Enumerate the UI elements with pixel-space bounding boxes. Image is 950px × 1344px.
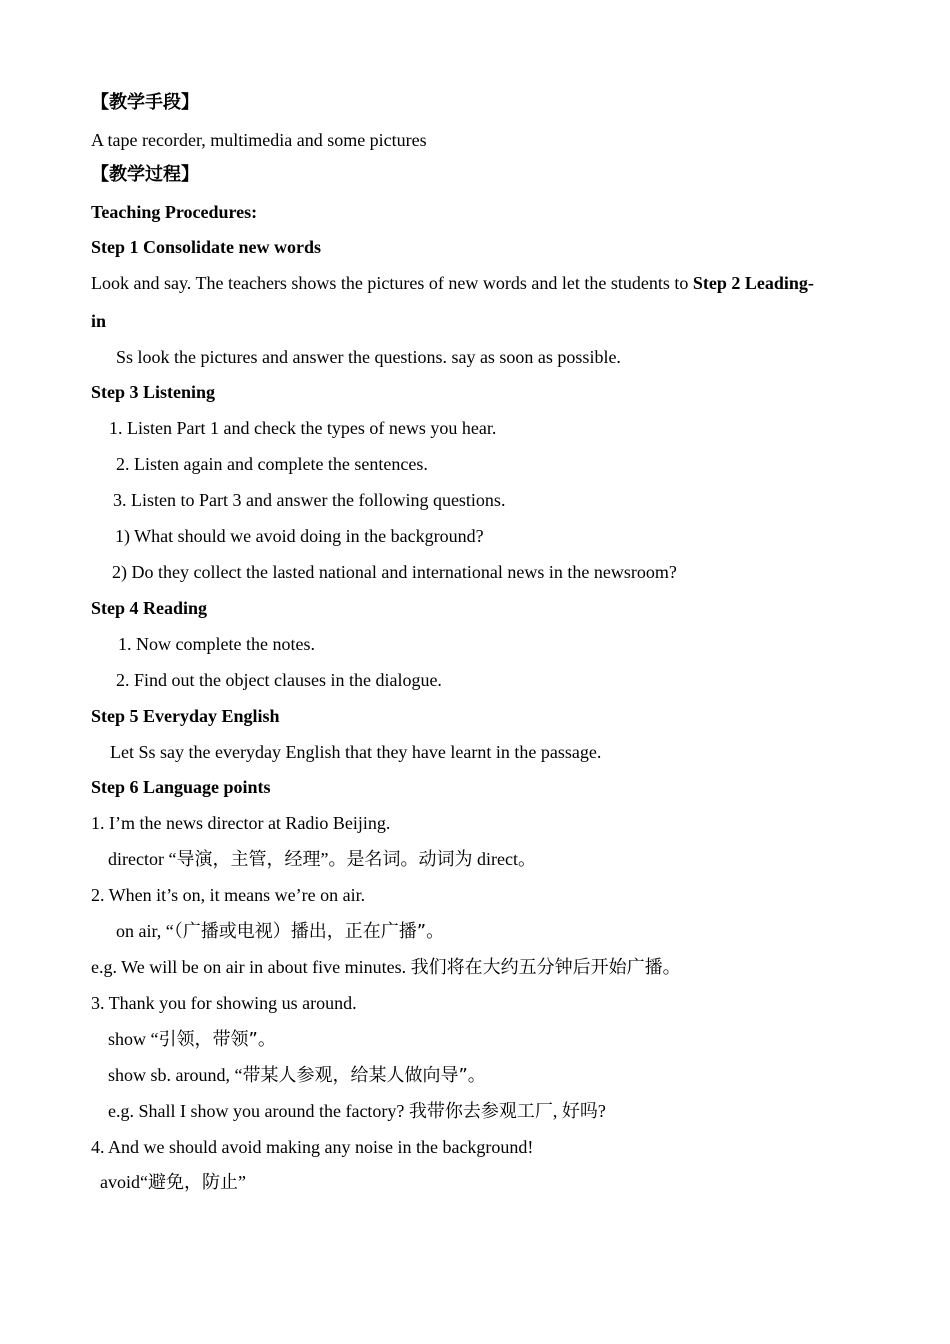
note-zh: 导演，主管，经理 — [176, 849, 321, 870]
example-zh: 好吗 — [561, 1101, 598, 1122]
step3-item: 2) Do they collect the lasted national and international news in the newsroom? — [112, 562, 677, 582]
note-zh: （广播或电视）播出，正在广播 — [173, 921, 417, 942]
language-point-4: 4. And we should avoid making any noise in the background! — [91, 1137, 534, 1157]
step3-item: 1. Listen Part 1 and check the types of news you hear. — [109, 418, 497, 438]
language-point-2: 2. When it’s on, it means we’re on air. — [91, 885, 366, 905]
teaching-means-text: A tape recorder, multimedia and some pictures — [91, 130, 427, 150]
step1-body: Look and say. The teachers shows the pictures of new words and let the students to — [91, 273, 693, 293]
note-punct: ”。 — [416, 921, 445, 942]
language-point-4-note — [100, 1171, 246, 1194]
teaching-process-heading: 【教学过程】 — [91, 164, 199, 185]
note-zh: 避免，防止 — [147, 1172, 238, 1193]
language-point-1-note — [108, 848, 536, 871]
step2-title-part2: in — [91, 311, 107, 331]
note-punct: 。 — [517, 849, 536, 870]
note-en: show sb. around, “ — [108, 1065, 243, 1085]
note-punct: ”。 — [320, 849, 347, 869]
language-point-2-note — [116, 920, 444, 943]
language-point-3-note2 — [108, 1064, 486, 1087]
note-en: director “ — [108, 849, 177, 869]
example-zh: 我们将在大约五分钟后开始广播。 — [410, 957, 681, 978]
language-point-3-note1 — [108, 1028, 276, 1051]
step1-text — [91, 272, 814, 294]
note-en: show “ — [108, 1029, 159, 1049]
step6-title: Step 6 Language points — [91, 777, 271, 797]
step2-text: Ss look the pictures and answer the questions. say as soon as possible. — [116, 347, 621, 367]
step2-title-part1: Step 2 Leading- — [692, 273, 814, 293]
step1-title: Step 1 Consolidate new words — [91, 237, 322, 257]
note-en: on air, “ — [116, 921, 174, 941]
step3-title: Step 3 Listening — [91, 382, 216, 402]
note-punct: ” — [237, 1172, 246, 1192]
note-zh: 是名词。动词为 — [346, 849, 473, 870]
example-punct: ? — [597, 1101, 606, 1121]
note-zh: 带某人参观，给某人做向导 — [242, 1065, 459, 1086]
step4-item: 1. Now complete the notes. — [118, 634, 315, 654]
step4-title: Step 4 Reading — [91, 598, 208, 618]
step5-title: Step 5 Everyday English — [91, 706, 280, 726]
example-en: e.g. We will be on air in about five minutes. — [91, 957, 411, 977]
language-point-3: 3. Thank you for showing us around. — [91, 993, 357, 1013]
note-en: avoid“ — [100, 1172, 148, 1192]
note-en: direct — [472, 849, 518, 869]
step4-item: 2. Find out the object clauses in the dialogue. — [116, 670, 442, 690]
teaching-procedures-title: Teaching Procedures: — [91, 202, 258, 222]
example-punct: , — [552, 1101, 562, 1121]
step5-text: Let Ss say the everyday English that they have learnt in the passage. — [110, 742, 602, 762]
step3-item: 1) What should we avoid doing in the background? — [115, 526, 484, 546]
note-punct: ”。 — [248, 1029, 276, 1050]
example-zh: 我带你去参观工厂 — [408, 1101, 553, 1122]
step3-item: 2. Listen again and complete the sentences. — [116, 454, 428, 474]
teaching-means-heading: 【教学手段】 — [91, 92, 199, 113]
step3-item: 3. Listen to Part 3 and answer the following questions. — [113, 490, 506, 510]
note-zh: 引领，带领 — [158, 1029, 249, 1050]
language-point-3-example — [108, 1100, 606, 1123]
example-en: e.g. Shall I show you around the factory? — [108, 1101, 409, 1121]
note-punct: ”。 — [458, 1065, 486, 1086]
language-point-1: 1. I’m the news director at Radio Beijing. — [91, 813, 391, 833]
language-point-2-example — [91, 956, 681, 979]
